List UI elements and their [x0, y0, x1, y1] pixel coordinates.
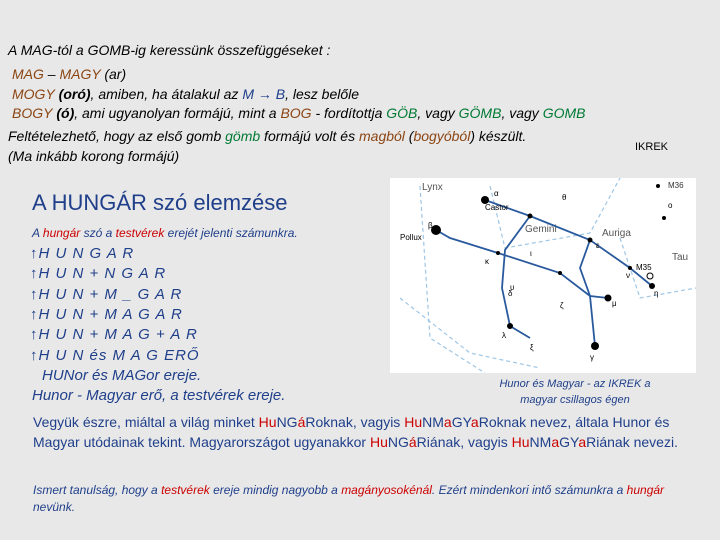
line-bogy — [12, 105, 585, 121]
label-m36: M36 — [668, 181, 684, 190]
gomb-word: GOMB — [542, 105, 586, 121]
p1-l: R — [478, 414, 489, 430]
star-omicron — [662, 216, 666, 220]
star-map-caption — [460, 376, 690, 408]
label-zeta: ζ — [560, 301, 564, 310]
decomposition-line-3: ↑H U N + M _ G A R — [30, 286, 183, 303]
label-gamma: γ — [590, 353, 594, 362]
star-epsilon-gem — [588, 238, 593, 243]
mogy-text2: , lesz belőle — [285, 86, 360, 102]
label-mu: μ — [612, 299, 617, 308]
subtitle-e: erejét jelenti számunkra. — [164, 226, 298, 240]
subtitle-testverek: testvérek — [115, 226, 165, 240]
subtitle-hungar: hungár — [42, 226, 81, 240]
paragraph-hungaria — [33, 412, 693, 452]
mogy-transform: M → B — [242, 86, 286, 102]
p1-u: a — [551, 434, 560, 450]
mag-word: MAG — [12, 66, 44, 82]
gomb-umlaut-word: GÖMB — [458, 105, 502, 121]
assume-gomb: gömb — [225, 128, 261, 144]
p1-h: NM — [422, 414, 444, 430]
p1-a: Vegyük észre, miáltal a világ minket — [33, 414, 259, 430]
p1-d: á — [297, 414, 306, 430]
line-mogy — [12, 86, 359, 102]
p1-o: NG — [387, 434, 409, 450]
assume-text3: ) készült. — [470, 128, 527, 144]
hunor-magyar-line: Hunor - Magyar erő, a testvérek ereje. — [32, 387, 286, 404]
subtitle-c: szó a — [80, 226, 116, 240]
p1-m: oknak nevez, általa Hunor és Magyar utódainak tekint. Magyarországot ugyanakkor — [33, 414, 670, 450]
p1-j: GY — [451, 414, 471, 430]
star-gamma-gem — [591, 342, 599, 350]
decomposition-line-1: ↑H U N G A R — [30, 245, 135, 262]
label-theta: θ — [562, 193, 567, 202]
p1-b: Hu — [258, 414, 277, 430]
p1-e: R — [305, 414, 316, 430]
p1-q: R — [416, 434, 427, 450]
label-beta: β — [428, 221, 433, 230]
decomposition-line-4: ↑H U N + M A G A R — [30, 306, 183, 323]
p1-w: a — [578, 434, 587, 450]
label-lynx: Lynx — [422, 182, 443, 193]
star-map-background — [390, 178, 696, 373]
p1-k: a — [470, 414, 479, 430]
star-nu-gem — [628, 266, 632, 270]
p2-a: Ismert tanulság, hogy a — [33, 483, 162, 497]
assume-paren1: ( — [404, 128, 414, 144]
decomposition-line-2: ↑H U N + N G A R — [30, 265, 167, 282]
label-castor: Castor — [485, 203, 509, 212]
star-tau-gem — [528, 214, 533, 219]
mogy-text: , amiben, ha átalakul az — [90, 86, 243, 102]
map-caption-line-2: magyar csillagos égen — [520, 394, 630, 406]
bogy-text4: , vagy — [501, 105, 543, 121]
section-title: A HUNGÁR szó elemzése — [32, 190, 288, 215]
bogy-text2: - fordítottja — [311, 105, 387, 121]
subtitle-a: A — [32, 226, 43, 240]
p1-i: a — [443, 414, 452, 430]
label-eta: η — [654, 289, 659, 298]
ikrek-label: IKREK — [635, 141, 669, 153]
assume-bogyobol: bogyóból — [413, 128, 471, 144]
star-kappa-gem — [496, 251, 500, 255]
p1-g: Hu — [404, 414, 423, 430]
p1-r: iának, vagyis — [426, 434, 512, 450]
paragraph-lesson — [33, 482, 693, 516]
label-nu: ν — [626, 271, 630, 280]
p2-g: nevünk. — [33, 500, 76, 514]
label-alpha: α — [494, 189, 499, 198]
gemini-star-map — [390, 178, 696, 373]
label-xi: ξ — [530, 343, 534, 352]
mag-dash: – — [43, 66, 60, 82]
map-caption-line-1: Hunor és Magyar - az IKREK a — [499, 378, 651, 390]
p1-f: oknak, vagyis — [315, 414, 405, 430]
label-kappa: κ — [485, 257, 489, 266]
p2-b: testvérek — [161, 483, 210, 497]
p2-c: ereje mindig nagyobb a — [209, 483, 342, 497]
assume-magbol: magból — [359, 128, 405, 144]
p1-p: á — [408, 434, 417, 450]
bogy-text3: , vagy — [417, 105, 459, 121]
mogy-word: MOGY — [12, 86, 55, 102]
p2-d: magányosokénál — [341, 483, 432, 497]
p1-n: Hu — [369, 434, 388, 450]
assumption-note: (Ma inkább korong formájú) — [8, 148, 180, 164]
p1-t: NM — [529, 434, 552, 450]
decomposition-line-5: ↑H U N + M A G + A R — [30, 326, 198, 343]
decomposition-line-6: ↑H U N és M A G ERŐ — [30, 347, 200, 364]
label-upsilon: υ — [510, 283, 515, 292]
label-auriga: Auriga — [602, 228, 631, 239]
assume-text1: Feltételezhető, hogy az első gomb — [8, 128, 226, 144]
mogy-oro: (oró) — [54, 86, 91, 102]
assume-text2: formájú volt és — [260, 128, 359, 144]
label-tau: Tau — [672, 252, 689, 263]
top-heading: A MAG-tól a GOMB-ig keressünk összefüggéseket : — [8, 42, 331, 58]
star-lambda-gem — [507, 323, 513, 329]
star-delta-gem — [558, 271, 562, 275]
label-gemini: Gemini — [525, 224, 557, 235]
bogy-o: (ó) — [52, 105, 75, 121]
star-mu-gem — [605, 295, 612, 302]
bog-word: BOG — [280, 105, 312, 121]
star-m36 — [656, 184, 660, 188]
magy-word: MAGY — [59, 66, 101, 82]
p1-c: NG — [276, 414, 298, 430]
hunor-magor-line: HUNor és MAGor ereje. — [42, 367, 202, 384]
label-epsilon: ε — [596, 241, 600, 250]
label-lambda: λ — [502, 331, 506, 340]
assumption-line — [8, 128, 526, 144]
p2-e: . Ezért mindenkori intő számunkra a — [431, 483, 627, 497]
line-mag — [12, 66, 126, 82]
bogy-text: , ami ugyanolyan formájú, mint a — [74, 105, 281, 121]
label-m35: M35 — [636, 263, 652, 272]
label-iota: ι — [530, 249, 532, 258]
gob-word: GÖB — [386, 105, 418, 121]
section-subtitle — [32, 226, 298, 240]
p2-f: hungár — [626, 483, 665, 497]
label-omicron: ο — [668, 201, 673, 210]
label-delta: δ — [508, 289, 513, 298]
p1-y: iának nevezi. — [596, 434, 678, 450]
bogy-word: BOGY — [12, 105, 53, 121]
mag-ar: (ar) — [100, 66, 127, 82]
label-pollux: Pollux — [400, 233, 422, 242]
p1-s: Hu — [511, 434, 530, 450]
p1-v: GY — [559, 434, 579, 450]
p1-x: R — [586, 434, 597, 450]
